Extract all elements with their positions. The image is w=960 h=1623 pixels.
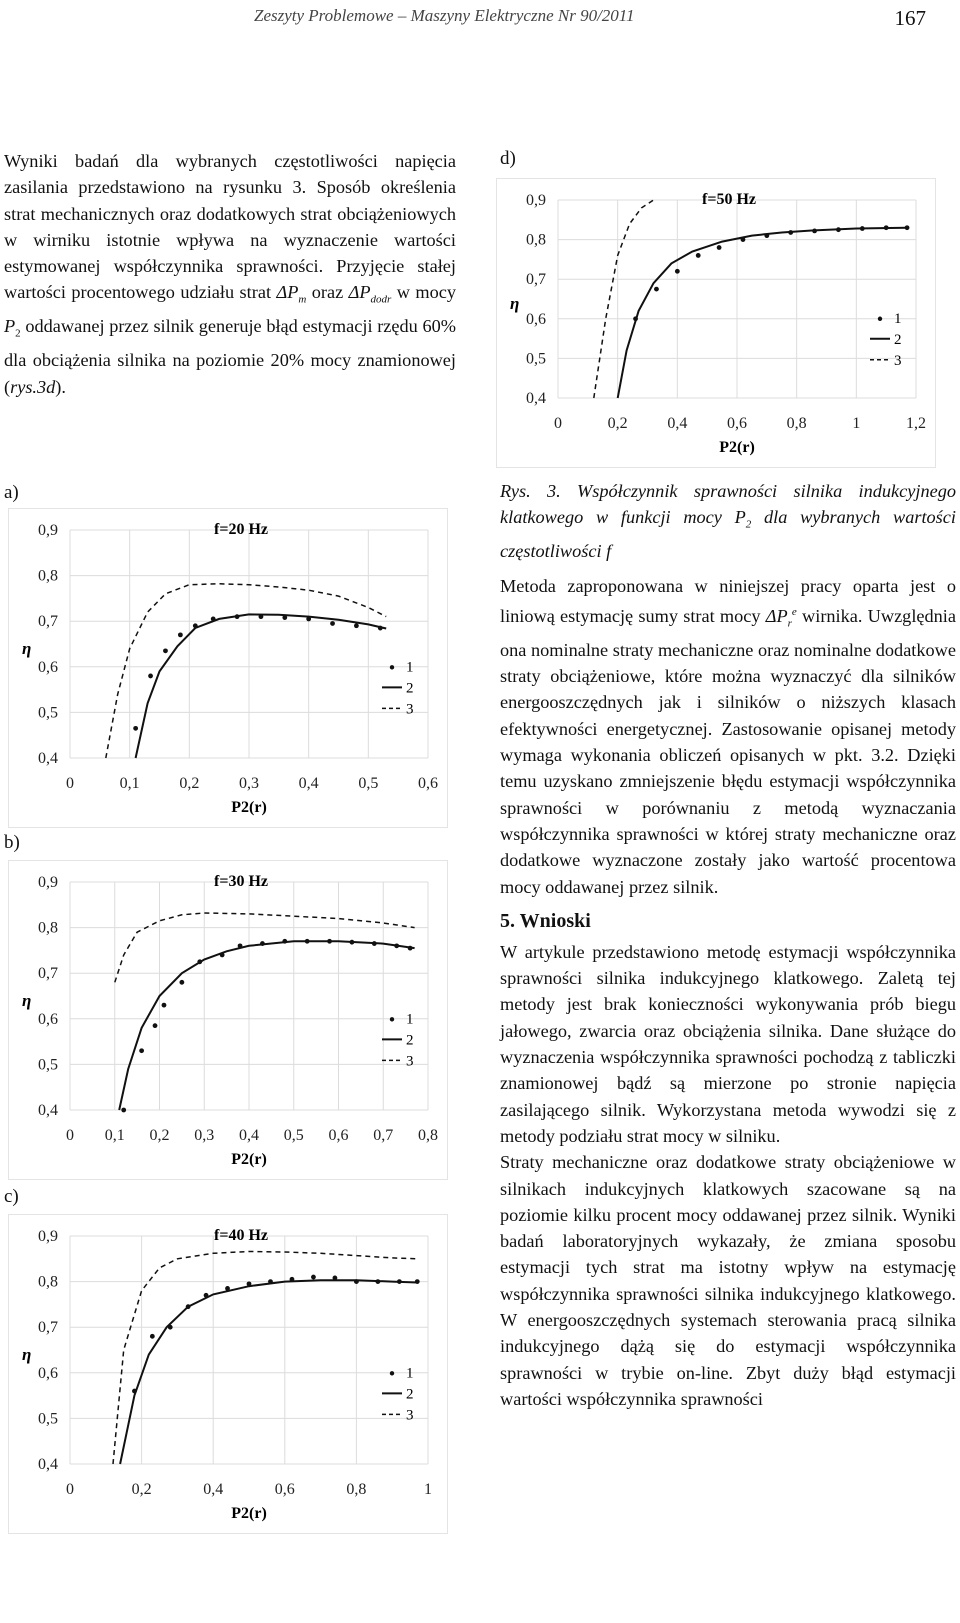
y-tick-label: 0,6 bbox=[38, 658, 58, 676]
journal-title: Zeszyty Problemowe – Maszyny Elektryczne Nr 90/2011 bbox=[254, 6, 635, 25]
legend-label-2: 2 bbox=[406, 1386, 414, 1403]
legend-marker-1 bbox=[390, 1371, 394, 1375]
series-1-point bbox=[179, 980, 184, 985]
series-1-point bbox=[235, 614, 240, 619]
x-tick-label: 0,4 bbox=[667, 415, 688, 432]
series-1-point bbox=[327, 939, 332, 944]
y-tick-label: 0,8 bbox=[526, 231, 546, 249]
series-1-point bbox=[204, 1293, 209, 1298]
y-tick-label: 0,5 bbox=[38, 1056, 58, 1074]
legend-label-2: 2 bbox=[894, 331, 902, 348]
y-tick-label: 0,6 bbox=[526, 310, 546, 328]
series-1-point bbox=[282, 615, 287, 620]
series-1-point bbox=[350, 940, 355, 945]
x-tick-label: 0,5 bbox=[283, 1127, 304, 1144]
series-1-point bbox=[633, 316, 638, 321]
x-tick-label: 0,3 bbox=[239, 775, 259, 792]
series-1-point bbox=[675, 269, 680, 274]
panel-label-c: c) bbox=[4, 1186, 19, 1207]
y-tick-label: 0,5 bbox=[38, 1410, 58, 1428]
series-1-point bbox=[717, 245, 722, 250]
y-axis-label: η bbox=[510, 294, 520, 313]
x-tick-label: 1 bbox=[424, 1481, 432, 1498]
series-1-point bbox=[211, 617, 216, 622]
series-1-point bbox=[260, 941, 265, 946]
x-tick-label: 0,2 bbox=[607, 415, 628, 432]
y-tick-label: 0,7 bbox=[38, 965, 58, 983]
x-tick-label: 0,6 bbox=[274, 1481, 295, 1498]
legend-label-1: 1 bbox=[894, 310, 902, 327]
chart-c-svg bbox=[8, 1214, 448, 1534]
y-tick-label: 0,9 bbox=[38, 1228, 58, 1245]
y-axis-label: η bbox=[22, 639, 32, 658]
series-1-point bbox=[306, 617, 311, 622]
series-1-point bbox=[788, 230, 793, 235]
series-3-line bbox=[106, 584, 386, 758]
y-tick-label: 0,7 bbox=[38, 613, 58, 631]
series-1-point bbox=[372, 941, 377, 946]
x-tick-label: 0 bbox=[554, 415, 562, 432]
y-tick-label: 0,4 bbox=[38, 750, 58, 767]
series-2-line bbox=[119, 941, 414, 1110]
x-tick-label: 0,5 bbox=[358, 775, 379, 792]
left-column bbox=[4, 148, 456, 400]
series-1-point bbox=[150, 1334, 155, 1339]
series-1-point bbox=[311, 1275, 316, 1280]
x-tick-label: 0 bbox=[66, 1127, 74, 1144]
section-heading: 5. Wnioski bbox=[500, 909, 591, 932]
legend-label-3: 3 bbox=[894, 352, 902, 369]
series-1-point bbox=[354, 623, 359, 628]
x-tick-label: 0,8 bbox=[786, 415, 807, 432]
x-tick-label: 0,4 bbox=[203, 1481, 224, 1498]
y-tick-label: 0,5 bbox=[38, 704, 58, 722]
series-1-point bbox=[333, 1276, 338, 1281]
y-tick-label: 0,6 bbox=[38, 1010, 58, 1028]
y-tick-label: 0,8 bbox=[38, 919, 58, 937]
x-tick-label: 1 bbox=[852, 415, 861, 432]
legend-label-2: 2 bbox=[406, 1032, 414, 1049]
x-axis-label: P2(r) bbox=[231, 799, 267, 816]
x-tick-label: 0,4 bbox=[239, 1127, 259, 1144]
series-1-point bbox=[408, 946, 413, 951]
chart-frame bbox=[9, 509, 448, 828]
panel-label-a: a) bbox=[4, 482, 19, 503]
legend-label-2: 2 bbox=[406, 680, 414, 697]
conclusions-paragraph-2: Straty mechaniczne oraz dodatkowe straty obciążeniowe w silnikach indukcyjnych klatkowych szacowane są na poziomie kilku procent mocy oddawanej przez silnik. Wyniki badań laboratoryjnych wykazały, że zmiana sposobu estymacji tych strat ma istotny wpływ na estymację współczynnika sprawności silnika indukcyjnego klatkowego. W energooszczędnych systemach sterowania pracą silnika indukcyjnego dążą się do estymacji współczynnika sprawności w trybie on-line. Zbyt duży błąd estymacji wartości współczynnika sprawności bbox=[500, 1152, 956, 1409]
series-2-line bbox=[136, 614, 387, 758]
series-1-point bbox=[225, 1286, 230, 1291]
series-1-point bbox=[220, 953, 225, 958]
y-axis-label: η bbox=[22, 991, 32, 1010]
x-axis-label: P2(r) bbox=[231, 1505, 267, 1522]
x-tick-label: 1,2 bbox=[906, 415, 926, 432]
series-2-line bbox=[120, 1280, 417, 1464]
x-tick-label: 0,4 bbox=[298, 775, 319, 792]
series-1-point bbox=[354, 1279, 359, 1284]
panel-label-d: d) bbox=[500, 148, 516, 169]
figure-caption: Rys. 3. Współczynnik sprawności silnika indukcyjnego klatkowego w funkcji mocy $P_2$ dla wybranych wartości częstotliwości f bbox=[500, 481, 956, 562]
series-1-point bbox=[193, 623, 198, 628]
series-1-point bbox=[133, 726, 138, 731]
series-1-point bbox=[415, 1279, 420, 1284]
series-1-point bbox=[394, 943, 399, 948]
chart-b bbox=[8, 860, 448, 1180]
page-number: 167 bbox=[894, 6, 926, 30]
chart-title: f=30 Hz bbox=[214, 873, 268, 890]
series-1-point bbox=[132, 1389, 137, 1394]
y-tick-label: 0,9 bbox=[526, 192, 546, 209]
x-tick-label: 0 bbox=[66, 1481, 74, 1498]
y-tick-label: 0,7 bbox=[526, 271, 546, 289]
chart-frame bbox=[9, 1215, 448, 1534]
series-1-point bbox=[654, 287, 659, 292]
series-1-point bbox=[378, 626, 383, 631]
series-1-point bbox=[397, 1279, 402, 1284]
series-1-point bbox=[186, 1304, 191, 1309]
method-paragraph: Metoda zaproponowana w niniejszej pracy oparta jest o liniową estymację sumy strat mocy $\Delta P_r^e$ wirnika. Uwzględnia ona nominalne straty mechaniczne oraz nominalne dodatkowe straty obciążeniowe, które można wyznaczyć dla silników energooszczędnych jak i silników o niższych klasach efektywności energetycznej. Zastosowanie opisanej metody wymaga wykonania obliczeń opisanych w pkt. 3.2. Dzięki temu uzyskano zmniejszenie błędu estymacji współczynnika sprawności w porównaniu z metodą wyznaczania współczynnika sprawności w której straty mechaniczne oraz dodatkowe wyznaczone zostały jako wartość procentowa mocy oddawanej przez silnik. bbox=[500, 575, 956, 897]
x-tick-label: 0,6 bbox=[727, 415, 747, 432]
legend-marker-1 bbox=[878, 317, 882, 321]
y-tick-label: 0,8 bbox=[38, 567, 58, 585]
series-1-point bbox=[282, 939, 287, 944]
x-tick-label: 0,8 bbox=[418, 1127, 438, 1144]
series-1-point bbox=[168, 1325, 173, 1330]
chart-title: f=20 Hz bbox=[214, 521, 268, 538]
series-1-point bbox=[884, 225, 889, 230]
x-tick-label: 0,3 bbox=[194, 1127, 215, 1144]
chart-d bbox=[496, 178, 936, 468]
legend-label-1: 1 bbox=[406, 1011, 414, 1028]
series-1-point bbox=[836, 227, 841, 232]
series-1-point bbox=[238, 943, 243, 948]
y-tick-label: 0,4 bbox=[526, 390, 546, 407]
x-tick-label: 0,6 bbox=[328, 1127, 349, 1144]
panel-label-b: b) bbox=[4, 832, 20, 853]
y-tick-label: 0,8 bbox=[38, 1273, 58, 1291]
legend-label-3: 3 bbox=[406, 701, 414, 718]
legend-label-3: 3 bbox=[406, 1053, 414, 1070]
chart-title: f=40 Hz bbox=[214, 1227, 268, 1244]
intro-paragraph: Wyniki badań dla wybranych częstotliwości napięcia zasilania przedstawiono na rysunku 3. Sposób określenia strat mechanicznych oraz dodatkowych strat obciążeniowych w wirniku istotnie wpływa na wyznaczenie wartości estymowanej współczynnika sprawności. Przyjęcie stałej wartości procentowego udziału strat $\Delta P_m$ oraz $\Delta P_{dodr}$ w mocy $P_2$ oddawanej przez silnik generuje błąd estymacji rzędu 60% dla obciążenia silnika na poziomie 20% mocy znamionowej (rys.3d). bbox=[4, 151, 456, 397]
series-1-point bbox=[290, 1277, 295, 1282]
series-1-point bbox=[153, 1023, 158, 1028]
legend-label-1: 1 bbox=[406, 659, 414, 676]
series-1-point bbox=[905, 225, 910, 230]
page-header bbox=[0, 4, 960, 34]
x-tick-label: 0,2 bbox=[131, 1481, 152, 1498]
x-tick-label: 0,8 bbox=[346, 1481, 367, 1498]
x-tick-label: 0,1 bbox=[119, 775, 140, 792]
series-1-point bbox=[178, 632, 183, 637]
right-column bbox=[500, 478, 956, 1412]
chart-frame bbox=[497, 179, 936, 468]
x-axis-label: P2(r) bbox=[719, 439, 755, 456]
y-tick-label: 0,4 bbox=[38, 1102, 58, 1119]
series-1-point bbox=[305, 939, 310, 944]
x-tick-label: 0,7 bbox=[373, 1127, 394, 1144]
y-tick-label: 0,9 bbox=[38, 874, 58, 891]
series-1-point bbox=[696, 253, 701, 258]
series-1-point bbox=[259, 614, 264, 619]
series-1-point bbox=[741, 237, 746, 242]
legend-marker-1 bbox=[390, 1017, 394, 1021]
series-1-point bbox=[812, 228, 817, 233]
conclusions-paragraph-1: W artykule przedstawiono metodę estymacji współczynnika sprawności silnika indukcyjnego klatkowego. Zaletą tej metody jest brak konieczności wykonywania prób biegu jałowego, zwarcia oraz obciążenia silnika. Dane służące do wyznaczenia współczynnika sprawności pochodzą z tabliczki znamionowej bądź są mierzone po stronie napięcia zasilającego silnik. Wykorzystana metoda wywodzi się z metody podziału strat mocy w silniku. bbox=[500, 941, 956, 1146]
x-tick-label: 0,6 bbox=[418, 775, 438, 792]
chart-c bbox=[8, 1214, 448, 1534]
x-axis-label: P2(r) bbox=[231, 1151, 267, 1168]
y-tick-label: 0,5 bbox=[526, 350, 546, 368]
y-tick-label: 0,7 bbox=[38, 1319, 58, 1337]
series-1-point bbox=[860, 226, 865, 231]
legend-label-3: 3 bbox=[406, 1407, 414, 1424]
chart-a bbox=[8, 508, 448, 828]
x-tick-label: 0,2 bbox=[149, 1127, 170, 1144]
series-2-line bbox=[618, 228, 907, 398]
series-1-point bbox=[197, 959, 202, 964]
series-1-point bbox=[148, 674, 153, 679]
x-tick-label: 0,2 bbox=[179, 775, 200, 792]
series-1-point bbox=[330, 621, 335, 626]
y-tick-label: 0,9 bbox=[38, 522, 58, 539]
chart-d-svg bbox=[496, 178, 936, 468]
series-1-point bbox=[764, 233, 769, 238]
series-1-point bbox=[247, 1281, 252, 1286]
chart-b-svg bbox=[8, 860, 448, 1180]
series-1-point bbox=[375, 1279, 380, 1284]
series-1-point bbox=[139, 1048, 144, 1053]
series-1-point bbox=[163, 648, 168, 653]
y-axis-label: η bbox=[22, 1345, 32, 1364]
legend-marker-1 bbox=[390, 665, 394, 669]
series-1-point bbox=[162, 1003, 167, 1008]
y-tick-label: 0,4 bbox=[38, 1456, 58, 1473]
x-tick-label: 0 bbox=[66, 775, 74, 792]
y-tick-label: 0,6 bbox=[38, 1364, 58, 1382]
series-1-point bbox=[268, 1279, 273, 1284]
legend-label-1: 1 bbox=[406, 1365, 414, 1382]
chart-title: f=50 Hz bbox=[702, 191, 756, 208]
chart-a-svg bbox=[8, 508, 448, 828]
series-1-point bbox=[121, 1108, 126, 1113]
x-tick-label: 0,1 bbox=[104, 1127, 125, 1144]
